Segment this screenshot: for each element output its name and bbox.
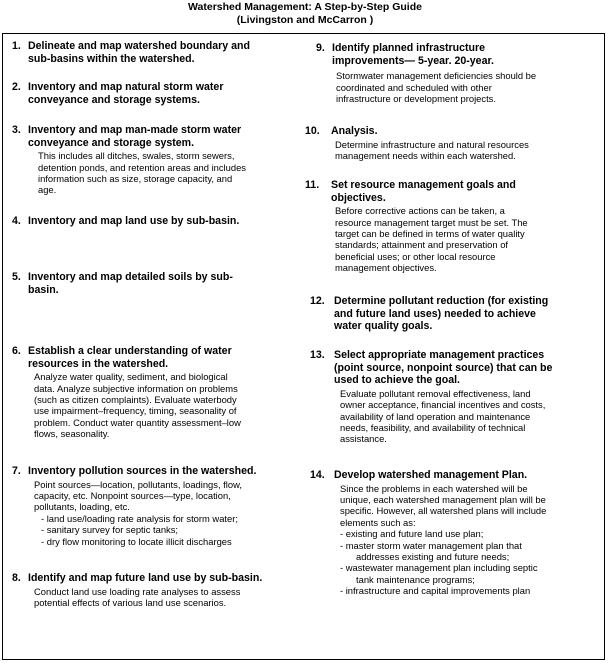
step-heading: Analysis. bbox=[331, 125, 378, 137]
document-title bbox=[0, 1, 610, 27]
step-heading: Inventory and map detailed soils by sub- basin. bbox=[28, 271, 233, 296]
step-8 bbox=[12, 572, 302, 608]
step-heading: Inventory and map natural storm water conveyance and storage systems. bbox=[28, 81, 224, 106]
step-heading: Identify and map future land use by sub-basin. bbox=[28, 572, 263, 584]
step-heading: Determine pollutant reduction (for existing and future land uses) needed to achieve water quality goals. bbox=[334, 295, 549, 333]
step-heading: Select appropriate management practices (point source, nonpoint source) that can be used to achieve the goal. bbox=[334, 349, 553, 387]
step-5 bbox=[12, 271, 302, 296]
step-description: Since the problems in each watershed will be unique, each watershed management plan will be specific. However, all watershed plans will include elements such as: - existing and future land use plan; - master storm water management plan that addresses existing and future needs; - wastewater management plan including septic tank maintenance programs; - infrastructure and capital improvements plan bbox=[340, 482, 547, 597]
step-heading: Identify planned infrastructure improvements— 5-year. 20-year. bbox=[332, 42, 494, 67]
step-number: 13. bbox=[310, 349, 325, 361]
step-number: 2. bbox=[12, 81, 21, 93]
step-12 bbox=[310, 295, 601, 333]
step-description: Conduct land use loading rate analyses to assess potential effects of various land use scenarios. bbox=[34, 585, 241, 608]
step-number: 7. bbox=[12, 465, 21, 477]
step-number: 6. bbox=[12, 345, 21, 357]
step-number: 8. bbox=[12, 572, 21, 584]
step-14 bbox=[310, 469, 601, 597]
step-description: This includes all ditches, swales, storm sewers, detention ponds, and retention areas and includes information such as size, storage capacity, and age. bbox=[38, 150, 246, 196]
step-heading: Delineate and map watershed boundary and sub-basins within the watershed. bbox=[28, 40, 250, 65]
title-line-1: Watershed Management: A Step-by-Step Guide bbox=[188, 1, 422, 13]
step-heading: Establish a clear understanding of water resources in the watershed. bbox=[28, 345, 232, 370]
step-4 bbox=[12, 215, 302, 228]
step-number: 4. bbox=[12, 215, 21, 227]
step-heading: Set resource management goals and objectives. bbox=[331, 179, 516, 204]
step-6 bbox=[12, 345, 302, 440]
step-number: 12. bbox=[310, 295, 325, 307]
step-3 bbox=[12, 124, 302, 196]
step-number: 3. bbox=[12, 124, 21, 136]
step-heading: Develop watershed management Plan. bbox=[334, 469, 528, 481]
step-number: 10. bbox=[305, 125, 320, 137]
step-description: Analyze water quality, sediment, and biological data. Analyze subjective information on problems (such as citizen complaints). Evaluate waterbody use impairment–frequency, timing, seasonality of problem. Conduct water quantity assessment–low flows, seasonality. bbox=[34, 371, 241, 440]
step-10 bbox=[305, 125, 601, 161]
title-line-2: (Livingston and McCarron ) bbox=[236, 14, 374, 26]
step-11 bbox=[305, 179, 601, 274]
step-description: Determine infrastructure and natural resources management needs within each watershed. bbox=[335, 138, 529, 161]
step-2 bbox=[12, 81, 292, 106]
step-description: Point sources—location, pollutants, loadings, flow, capacity, etc. Nonpoint sources—type, location, pollutants, loading, etc. - land use/loading rate analysis for storm water; - sanitary survey for septic tanks; - dry flow monitoring to locate illicit discharges bbox=[34, 478, 242, 547]
step-description: Evaluate pollutant removal effectiveness, land owner acceptance, financial incentives and costs, availability of land operation and maintenance needs, feasibility, and availability of technical assistance. bbox=[340, 387, 546, 445]
step-13 bbox=[310, 349, 601, 445]
step-description: Stormwater management deficiencies should be coordinated and scheduled with other infrastructure or development projects. bbox=[336, 70, 537, 104]
step-7 bbox=[12, 465, 302, 547]
step-heading: Inventory pollution sources in the watershed. bbox=[28, 465, 257, 477]
step-9 bbox=[316, 42, 601, 104]
step-heading: Inventory and map land use by sub-basin. bbox=[28, 215, 240, 227]
step-number: 9. bbox=[316, 42, 325, 54]
step-number: 11. bbox=[305, 179, 320, 191]
step-number: 14. bbox=[310, 469, 325, 481]
step-1 bbox=[12, 40, 292, 65]
step-heading: Inventory and map man-made storm water conveyance and storage system. bbox=[28, 124, 242, 149]
step-number: 5. bbox=[12, 271, 21, 283]
step-description: Before corrective actions can be taken, a resource management target must be set. The target can be defined in terms of water quality standards; attainment and preservation of beneficial uses; or other local resource management objectives. bbox=[335, 205, 528, 274]
step-number: 1. bbox=[12, 40, 21, 52]
